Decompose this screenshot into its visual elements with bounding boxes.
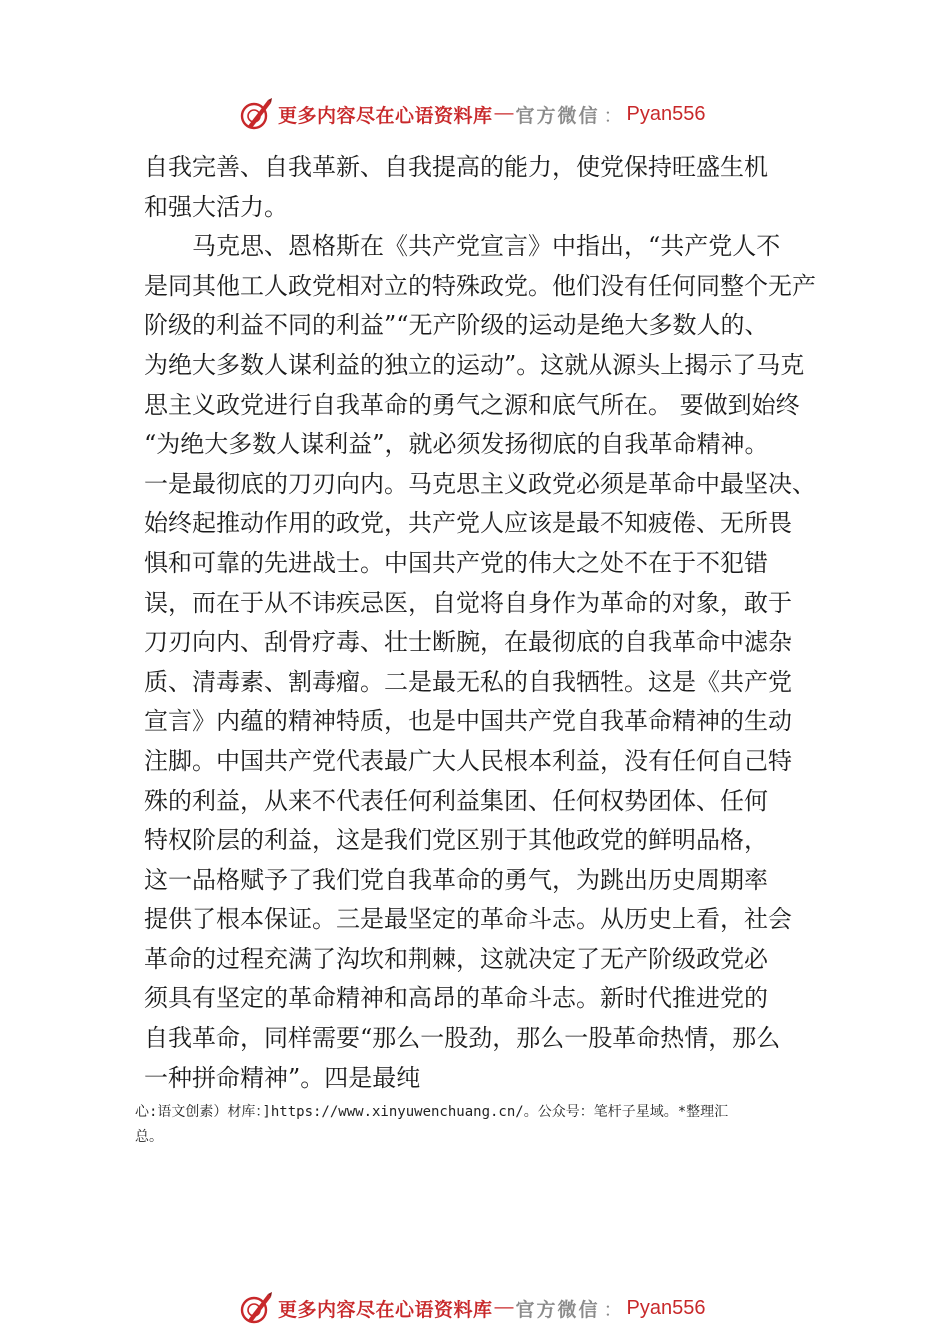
text-line: 一种拼命精神”。四是最纯 (144, 1063, 421, 1092)
text-line: 马克思、恩格斯在《共产党宣言》中指出，“共产党人不 (144, 232, 781, 261)
text-line: 质、清毒素、割毒瘤。二是最无私的自我牺牲。这是《共产党 (144, 667, 792, 696)
text-line: 始终起推动作用的政党，共产党人应该是最不知疲倦、无所畏 (144, 509, 792, 538)
text-line: 须具有坚定的革命精神和高昂的革命斗志。新时代推进党的 (144, 984, 768, 1013)
text-line: 宣言》内蕴的精神特质，也是中国共产党自我革命精神的生动 (144, 707, 792, 736)
footer-banner (238, 1290, 706, 1326)
banner-colon: ： (603, 1298, 623, 1321)
text-line: 一是最彻底的刀刃向内。马克思主义政党必须是革命中最坚决、 (144, 469, 816, 498)
footnote-line-2: 总。 (135, 1129, 163, 1145)
banner-official-text: 官方微信 (515, 1298, 600, 1321)
text-line: 阶级的利益不同的利益”“无产阶级的运动是绝大多数人的、 (144, 311, 769, 340)
text-line: 提供了根本保证。三是最坚定的革命斗志。从历史上看，社会 (144, 905, 792, 934)
source-footnote (135, 1100, 835, 1150)
banner-dash: — (494, 1297, 514, 1318)
text-line: 为绝大多数人谋利益的独立的运动”。这就从源头上揭示了马克 (144, 350, 805, 379)
text-line: 惧和可靠的先进战士。中国共产党的伟大之处不在于不犯错 (144, 548, 768, 577)
document-body (144, 148, 834, 1098)
banner-main-text: 更多内容尽在心语资料库 (278, 1298, 493, 1321)
text-line: 这一品格赋予了我们党自我革命的勇气，为跳出历史周期率 (144, 865, 768, 894)
text-line: 革命的过程充满了沟坎和荆棘，这就决定了无产阶级政党必 (144, 944, 768, 973)
text-line: 注脚。中国共产党代表最广大人民根本利益，没有任何自己特 (144, 746, 792, 775)
text-line: 思主义政党进行自我革命的勇气之源和底气所在。 要做到始终 (144, 390, 800, 419)
footnote-line-1: 心:语文创素）材库：]https://www.xinyuwenchuang.cn/。公众号：笔杆子星域。*整理汇 (135, 1104, 729, 1120)
banner-official-text: 官方微信 (515, 104, 600, 127)
banner-wechat-id: Pyan556 (626, 102, 706, 125)
quill-seal-logo-icon (238, 96, 274, 132)
text-line: 特权阶层的利益，这是我们党区别于其他政党的鲜明品格， (144, 826, 768, 855)
banner-dash: — (494, 103, 514, 124)
quill-seal-logo-icon (238, 1290, 274, 1326)
text-line: 殊的利益，从来不代表任何利益集团、任何权势团体、任何 (144, 786, 768, 815)
banner-wechat-id: Pyan556 (626, 1296, 706, 1319)
banner-main-text: 更多内容尽在心语资料库 (278, 104, 493, 127)
text-line: 自我完善、自我革新、自我提高的能力，使党保持旺盛生机 (144, 153, 768, 181)
banner-colon: ： (603, 104, 623, 127)
text-line: 自我革命，同样需要“那么一股劲，那么一股革命热情，那么 (144, 1024, 781, 1053)
text-line: 是同其他工人政党相对立的特殊政党。他们没有任何同整个无产 (144, 271, 816, 300)
text-line: 和强大活力。 (144, 192, 288, 221)
text-line: 刀刃向内、刮骨疗毒、壮士断腕，在最彻底的自我革命中滤杂 (144, 628, 792, 657)
text-line: 误，而在于从不讳疾忌医，自觉将自身作为革命的对象，敢于 (144, 588, 792, 617)
text-line: “为绝大多数人谋利益”，就必须发扬彻底的自我革命精神。 (144, 430, 769, 459)
header-banner (238, 96, 706, 132)
